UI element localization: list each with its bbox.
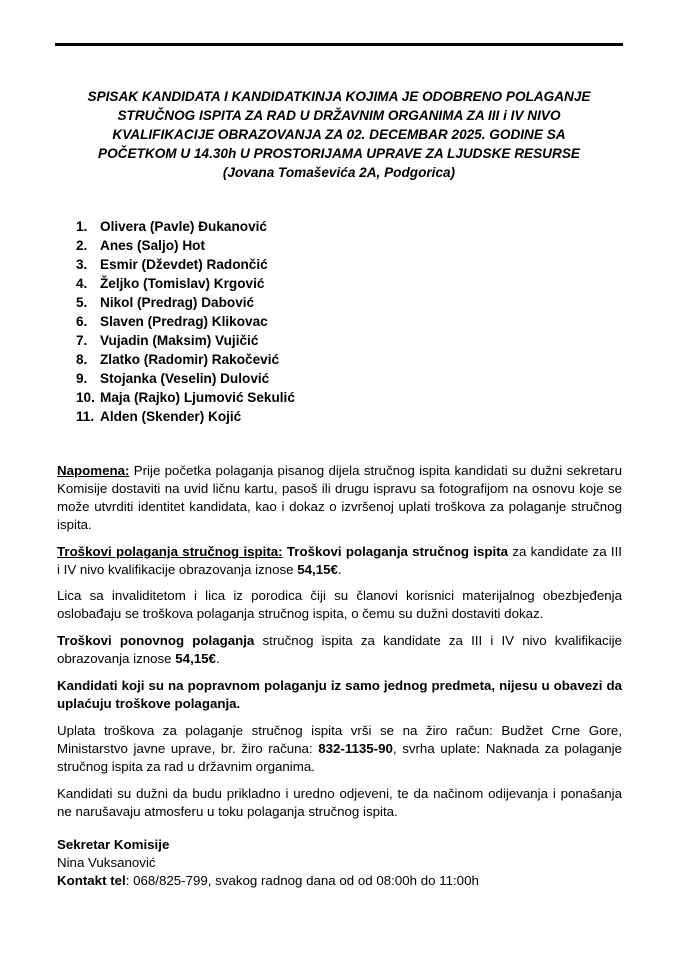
contact-line xyxy=(57,872,479,890)
list-item: 3. Esmir (Dževdet) Radončić xyxy=(76,257,268,272)
contact-label: Kontakt tel xyxy=(57,873,126,888)
candidate-name: Slaven (Predrag) Klikovac xyxy=(100,314,268,329)
list-item: 1. Olivera (Pavle) Đukanović xyxy=(76,219,267,234)
retake-text: stručnog ispita za kandidate za III i IV nivo kvalifikacije obrazovanja iznose xyxy=(57,633,622,666)
signature-block xyxy=(57,836,479,890)
candidate-name: Olivera (Pavle) Đukanović xyxy=(100,219,267,234)
list-item: 2. Anes (Saljo) Hot xyxy=(76,238,205,253)
payment-paragraph xyxy=(57,722,622,776)
candidate-name: Maja (Rajko) Ljumović Sekulić xyxy=(100,390,295,405)
signature-name: Nina Vuksanović xyxy=(57,855,156,870)
candidate-name: Alden (Skender) Kojić xyxy=(100,409,242,424)
list-item: 10. Maja (Rajko) Ljumović Sekulić xyxy=(76,390,295,405)
candidate-name: Željko (Tomislav) Krgović xyxy=(100,276,265,291)
payment-text: Uplata troškova za polaganje stručnog ispita vrši se na žiro račun: Budžet Crne Gore, Ministarstvo javne uprave, br. žiro računa: xyxy=(57,723,622,756)
retake-amount: 54,15€ xyxy=(175,651,216,666)
title-line: STRUČNOG ISPITA ZA RAD U DRŽAVNIM ORGANIMA ZA III i IV NIVO xyxy=(117,108,561,123)
contact-text: : 068/825-799, svakog radnog dana od od 08:00h do 11:00h xyxy=(125,873,479,888)
title-line: KVALIFIKACIJE OBRAZOVANJA ZA 02. DECEMBAR 2025. GODINE SA xyxy=(112,127,566,142)
candidate-name: Stojanka (Veselin) Dulović xyxy=(100,371,270,386)
candidate-name: Esmir (Dževdet) Radončić xyxy=(100,257,268,272)
list-item: 8. Zlatko (Radomir) Rakočević xyxy=(76,352,280,367)
retake-bold-lead: Troškovi ponovnog polaganja xyxy=(57,633,255,648)
list-item: 6. Slaven (Predrag) Klikovac xyxy=(76,314,268,329)
payment-text-after: , svrha uplate: Naknada za polaganje stručnog ispita za rad u državnim organima. xyxy=(57,741,622,774)
title-line: (Jovana Tomaševića 2A, Podgorica) xyxy=(222,165,456,180)
list-item: 11. Alden (Skender) Kojić xyxy=(76,409,242,424)
correction-exam-paragraph: Kandidati koji su na popravnom polaganju iz samo jednog predmeta, nijesu u obavezi da uplaćuju troškove polaganja. xyxy=(57,678,622,711)
disability-paragraph: Lica sa invaliditetom i lica iz porodica čiji su članovi korisnici materijalnog obezbjeđenja oslobađaju se troškova polaganja stručnog ispita, o čemu su dužni dostaviti dokaz. xyxy=(57,588,622,621)
costs-label: Troškovi polaganja stručnog ispita: xyxy=(57,544,283,559)
costs-bold-lead: Troškovi polaganja stručnog ispita xyxy=(282,544,509,559)
costs-amount: 54,15€ xyxy=(297,562,338,577)
document-title xyxy=(58,87,620,182)
costs-text: za kandidate za III i IV nivo kvalifikacije obrazovanja iznose xyxy=(57,544,622,577)
napomena-paragraph xyxy=(57,462,622,534)
candidate-list xyxy=(76,217,295,426)
candidate-name: Nikol (Predrag) Dabović xyxy=(100,295,255,310)
candidate-name: Vujadin (Maksim) Vujičić xyxy=(100,333,259,348)
title-line: SPISAK KANDIDATA I KANDIDATKINJA KOJIMA JE ODOBRENO POLAGANJE xyxy=(87,89,591,104)
costs-paragraph: Troškovi polaganja stručnog ispita: Troškovi polaganja stručnog ispita za kandidate za III i IV nivo kvalifikacije obrazovanja iznose 54,15€. xyxy=(57,544,622,577)
list-item: 9. Stojanka (Veselin) Dulović xyxy=(76,371,270,386)
title-line: POČETKOM U 14.30h U PROSTORIJAMA UPRAVE ZA LJUDSKE RESURSE xyxy=(98,146,580,161)
account-number: 832-1135-90 xyxy=(318,741,393,756)
candidate-name: Zlatko (Radomir) Rakočević xyxy=(100,352,280,367)
candidate-name: Anes (Saljo) Hot xyxy=(100,238,205,253)
list-item: 4. Željko (Tomislav) Krgović xyxy=(76,276,265,291)
header-rule xyxy=(55,43,623,46)
dress-code-paragraph: Kandidati su dužni da budu prikladno i uredno odjeveni, te da načinom odijevanja i ponašanja ne narušavaju atmosferu u toku polaganja stručnog ispita. xyxy=(57,786,622,819)
list-item: 7. Vujadin (Maksim) Vujičić xyxy=(76,333,259,348)
list-item: 5. Nikol (Predrag) Dabović xyxy=(76,295,255,310)
napomena-label: Napomena: xyxy=(57,463,130,478)
napomena-text: Prije početka polaganja pisanog dijela stručnog ispita kandidati su dužni sekretaru Komisije dostaviti na uvid ličnu kartu, pasoš ili drugu ispravu sa fotografijom na osnovu koje se može utvrditi identitet kandidata, kao i dokaz o izvršenoj uplati troškova za polaganje stručnog ispita. xyxy=(57,463,622,532)
signature-role: Sekretar Komisije xyxy=(57,837,170,852)
retake-costs-paragraph: Troškovi ponovnog polaganja stručnog ispita za kandidate za III i IV nivo kvalifikacije obrazovanja iznose 54,15€. xyxy=(57,633,622,666)
